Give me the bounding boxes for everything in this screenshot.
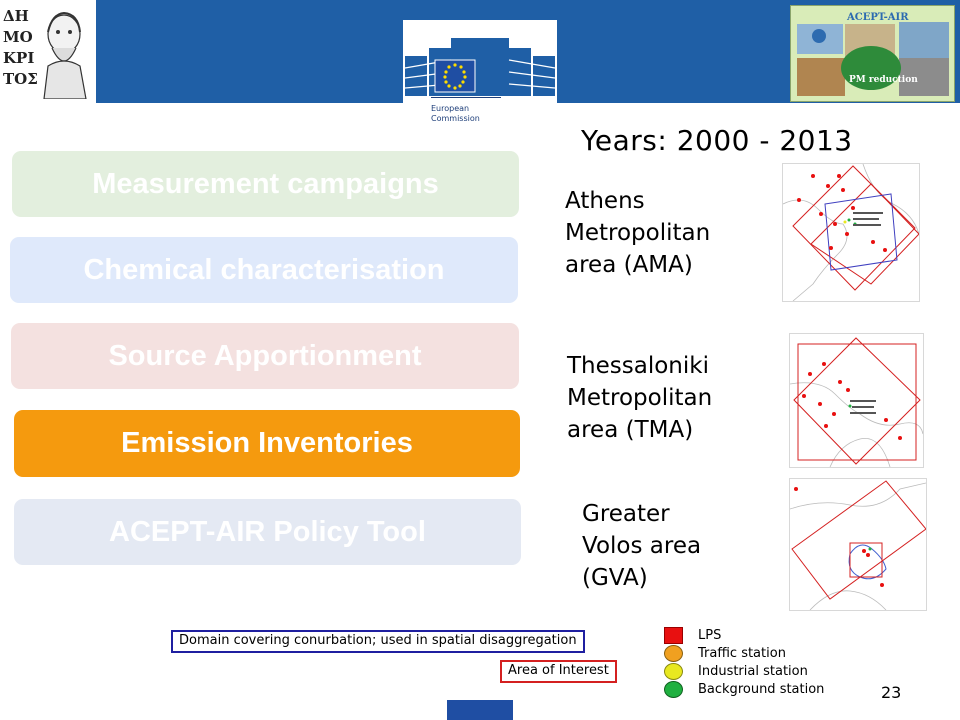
athens-domain-map-icon: [783, 164, 919, 301]
legend-domain: Domain covering conurbation; used in spatial disaggregation: [171, 630, 585, 653]
ec-logo-label: European Commission: [431, 104, 480, 123]
years-range: Years: 2000 - 2013: [581, 124, 853, 157]
legend-area-of-interest: Area of Interest: [500, 660, 617, 683]
menu-measurement-campaigns[interactable]: Measurement campaigns: [12, 151, 519, 217]
philosopher-portrait-icon: [34, 4, 94, 99]
industrial-station-icon: [664, 663, 683, 680]
ec-building-icon: [403, 20, 557, 98]
menu-source-apportionment[interactable]: Source Apportionment: [11, 323, 519, 389]
map-thessaloniki: [789, 333, 924, 468]
traffic-station-icon: [664, 645, 683, 662]
menu-emission-inventories[interactable]: Emission Inventories: [14, 410, 520, 477]
european-commission-logo: [403, 20, 557, 135]
lps-square-icon: [664, 627, 683, 644]
acept-air-logo: [790, 5, 955, 102]
area-label-athens: Athens Metropolitan area (AMA): [565, 188, 711, 278]
background-station-icon: [664, 681, 683, 698]
map-volos: [789, 478, 927, 611]
demokritos-logo-text: ΔΗ ΜΟ ΚΡΙ ΤΟΣ: [3, 7, 38, 88]
legend-traffic-station: Traffic station: [698, 646, 786, 661]
demokritos-logo: [0, 0, 96, 103]
acept-air-logo-caption: PM reduction: [849, 75, 918, 85]
map-athens: [782, 163, 920, 302]
legend-lps: LPS: [698, 628, 722, 643]
page-number: 23: [881, 683, 902, 702]
ec-logo-divider: [431, 97, 501, 98]
legend-industrial-station: Industrial station: [698, 664, 808, 679]
legend-background-station: Background station: [698, 682, 825, 697]
acept-air-collage-icon: [791, 6, 954, 101]
volos-domain-map-icon: [790, 479, 926, 610]
area-label-volos: Greater Volos area (GVA): [582, 501, 702, 591]
menu-acept-air-policy-tool[interactable]: ACEPT-AIR Policy Tool: [14, 499, 521, 565]
footer-eu-flag: [447, 700, 513, 720]
area-label-thessaloniki: Thessaloniki Metropolitan area (TMA): [567, 353, 713, 443]
thessaloniki-domain-map-icon: [790, 334, 923, 467]
acept-air-logo-title: ACEPT-AIR: [847, 12, 909, 23]
menu-chemical-characterisation[interactable]: Chemical characterisation: [10, 237, 518, 303]
